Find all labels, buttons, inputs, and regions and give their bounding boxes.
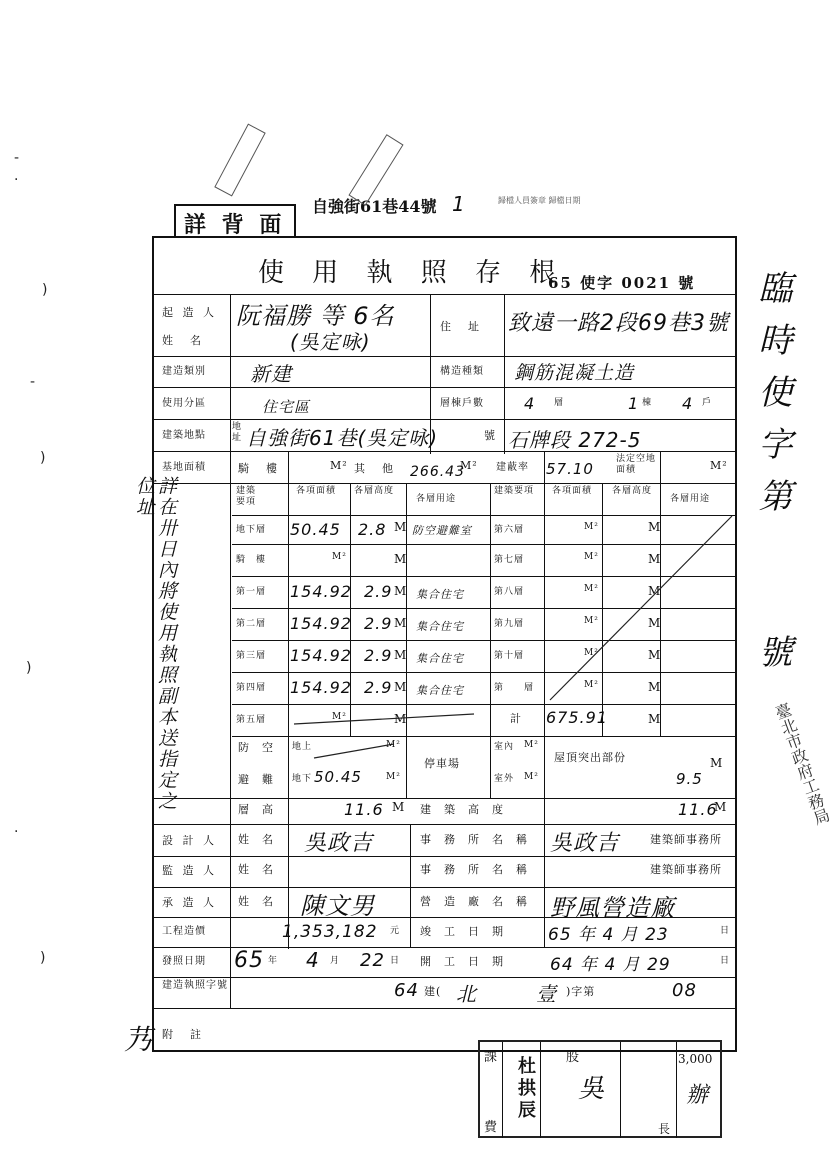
unit-m: M xyxy=(394,680,408,694)
unit-m2: M² xyxy=(524,740,539,750)
unit-m2: M² xyxy=(584,584,599,594)
unit-m: M xyxy=(714,800,728,814)
label-f9: 第九層 xyxy=(494,619,525,629)
unit-m: M xyxy=(394,648,408,662)
label-f1: 第一層 xyxy=(236,587,267,597)
col-floor-height-2: 各層高度 xyxy=(612,486,653,496)
margin-mark: ) xyxy=(42,282,48,298)
label-indoor: 室內 xyxy=(494,742,515,752)
approval-stamp-grid xyxy=(478,1040,722,1138)
detail-back-tag-text: 詳 背 面 xyxy=(184,212,286,238)
unit-m: M xyxy=(648,648,662,662)
label-lot-no: 號 xyxy=(484,429,496,442)
value-f4-area: 154.92 xyxy=(290,678,352,697)
unit-m: M xyxy=(394,584,408,598)
value-permit-a: 北 xyxy=(456,982,477,1006)
label-bldg-h: 建 築 高 度 xyxy=(420,803,504,816)
stamp-section: 長 xyxy=(658,1122,671,1136)
label-supervisor: 監 造 人 xyxy=(162,864,217,877)
rule xyxy=(620,1042,621,1138)
value-basement-area: 50.45 xyxy=(290,520,341,539)
value-finish: 65 年 4 月 23 xyxy=(548,925,669,945)
unit-m2: M² xyxy=(524,772,539,782)
label-base-area: 基地面積 xyxy=(162,462,206,473)
label-supervisor-office: 事 務 所 名 稱 xyxy=(420,863,528,876)
unit-m2: M² xyxy=(584,522,599,532)
unit-m: M xyxy=(648,616,662,630)
value-permit-year: 64 xyxy=(394,980,419,1001)
label-cost: 工程造價 xyxy=(162,926,206,937)
label-f10: 第十層 xyxy=(494,651,525,661)
label-use-zone: 使用分區 xyxy=(162,398,206,409)
label-build-category: 建造類別 xyxy=(162,366,206,377)
label-site-location: 建築地點 xyxy=(162,430,206,441)
label-coverage: 建蔽率 xyxy=(496,462,529,473)
form-title: 使 用 執 照 存 根 xyxy=(258,258,566,288)
label-arcade-row: 騎 樓 xyxy=(236,555,267,565)
label-f4: 第四層 xyxy=(236,683,267,693)
value-contractor-factory: 野風營造廠 xyxy=(550,894,675,922)
registration-number: 自強街61巷44號 xyxy=(312,197,437,216)
label-above: 地上 xyxy=(292,742,313,752)
label-households: 層棟戶數 xyxy=(440,398,484,409)
value-f2-h: 2.9 xyxy=(364,614,393,633)
label-arch-office-2: 建築師事務所 xyxy=(650,863,722,876)
col-floor-use-2: 各層用途 xyxy=(670,494,711,504)
value-basement-use: 防空避難室 xyxy=(412,524,472,537)
label-contractor-factory: 營 造 廠 名 稱 xyxy=(420,895,528,908)
label-evac: 避 難 xyxy=(238,773,274,786)
unit-floor: 層 xyxy=(554,398,565,408)
label-applicant-name: 姓 名 xyxy=(162,334,204,347)
label-f6: 第六層 xyxy=(494,525,525,535)
col-item-area-2: 各項面積 xyxy=(552,486,593,496)
label-start: 開 工 日 期 xyxy=(420,955,504,968)
right-margin-note: 臨時使字第 號 xyxy=(752,270,792,686)
value-structure: 鋼筋混凝土造 xyxy=(514,362,635,384)
label-designer: 設 計 人 xyxy=(162,834,217,847)
unit-house: 戶 xyxy=(702,398,713,408)
unit-m2: M² xyxy=(386,772,401,782)
unit-m: M xyxy=(394,616,408,630)
label-designer-name: 姓 名 xyxy=(238,833,274,846)
label-site-sub: 地址 xyxy=(232,422,243,443)
value-f1-use: 集合住宅 xyxy=(416,588,464,601)
rule xyxy=(676,1042,677,1138)
archive-note: 歸檔人員簽章 歸檔日期 xyxy=(498,196,581,205)
col-build-items: 建築要項 xyxy=(236,486,257,507)
label-outdoor: 室外 xyxy=(494,774,515,784)
unit-year: 年 xyxy=(268,956,279,966)
value-issue-year: 65 xyxy=(234,948,264,973)
stamp-chief: 股 xyxy=(566,1050,580,1065)
unit-m2: M² xyxy=(584,648,599,658)
label-other: 其 他 xyxy=(354,462,396,475)
value-f1-h: 2.9 xyxy=(364,582,393,601)
label-f3: 第三層 xyxy=(236,651,267,661)
label-f5: 第五層 xyxy=(236,715,267,725)
unit-m: M xyxy=(392,800,406,814)
unit-m: M xyxy=(648,712,662,726)
value-address: 致遠一路2段69巷3號 xyxy=(508,311,729,336)
stamp-dept: 課 xyxy=(484,1050,498,1065)
margin-signature: 艿 xyxy=(124,1023,154,1056)
unit-m2: M² xyxy=(584,616,599,626)
label-contractor: 承 造 人 xyxy=(162,896,217,909)
diagonal-stamp-1 xyxy=(214,124,265,197)
col-build-items-2: 建築要項 xyxy=(494,486,535,496)
label-contractor-name: 姓 名 xyxy=(238,895,274,908)
license-number: 65 使字 0021 號 xyxy=(548,274,696,292)
value-households-house: 4 xyxy=(682,394,694,413)
value-bldg-h: 11.6 xyxy=(678,800,718,819)
value-lot: 石牌段 272-5 xyxy=(508,428,642,452)
margin-mark: ) xyxy=(40,950,46,966)
label-f2: 第二層 xyxy=(236,619,267,629)
unit-m2: M² xyxy=(460,459,478,472)
label-permit-no: 建造執照字號 xyxy=(162,980,228,991)
value-f4-use: 集合住宅 xyxy=(416,684,464,697)
label-basement: 地下層 xyxy=(236,525,267,535)
unit-m2: M² xyxy=(584,680,599,690)
value-basement-h: 2.8 xyxy=(358,520,387,539)
value-issue-day: 22 xyxy=(360,950,385,971)
unit-m: M xyxy=(394,520,408,534)
license-stub-form xyxy=(152,236,737,1052)
unit-day: 日 xyxy=(390,956,401,966)
margin-mark: - xyxy=(30,374,36,390)
value-f1-area: 154.92 xyxy=(290,582,352,601)
unit-m2: M² xyxy=(332,712,347,722)
stamp-fee-label: 費 xyxy=(484,1120,498,1135)
value-households-bldg: 1 xyxy=(628,394,640,413)
value-f3-use: 集合住宅 xyxy=(416,652,464,665)
value-storey-h: 11.6 xyxy=(344,800,384,819)
unit-m: M xyxy=(648,680,662,694)
label-designer-office: 事 務 所 名 稱 xyxy=(420,833,528,846)
col-floor-use: 各層用途 xyxy=(416,494,457,504)
unit-yuan: 元 xyxy=(390,926,401,936)
value-coverage: 57.10 xyxy=(546,460,594,478)
detail-back-tag xyxy=(174,204,296,238)
col-item-area: 各項面積 xyxy=(296,486,337,496)
stamp-signer: 吳 xyxy=(578,1074,606,1104)
unit-m: M xyxy=(710,756,724,770)
value-contractor-name: 陳文男 xyxy=(300,892,375,920)
label-supervisor-name: 姓 名 xyxy=(238,863,274,876)
value-build-category: 新建 xyxy=(250,362,292,386)
unit-m: M xyxy=(394,552,408,566)
value-cost: 1,353,182 xyxy=(282,922,378,942)
value-other-area: 266.43 xyxy=(410,464,465,480)
rule xyxy=(540,1042,541,1138)
label-f7: 第七層 xyxy=(494,555,525,565)
label-arcade: 騎 樓 xyxy=(238,462,280,475)
value-start: 64 年 4 月 29 xyxy=(550,955,671,975)
value-issue-month: 4 xyxy=(306,948,320,972)
label-permit-mid: 建( xyxy=(424,985,442,998)
value-site: 自強街61巷(吳定咏) xyxy=(246,426,439,450)
label-finish: 竣 工 日 期 xyxy=(420,925,504,938)
label-address: 住 址 xyxy=(440,320,482,333)
value-f2-use: 集合住宅 xyxy=(416,620,464,633)
label-fn: 第 層 xyxy=(494,683,535,693)
rule xyxy=(502,1042,503,1138)
registration-mark: 1 xyxy=(452,192,466,216)
value-use-zone: 住宅區 xyxy=(262,398,311,416)
unit-day: 日 xyxy=(720,956,731,966)
unit-day: 日 xyxy=(720,926,731,936)
value-f3-area: 154.92 xyxy=(290,646,352,665)
unit-m: M xyxy=(394,712,408,726)
label-f8: 第八層 xyxy=(494,587,525,597)
col-floor-height: 各層高度 xyxy=(354,486,395,496)
unit-m2: M² xyxy=(584,552,599,562)
label-air-raid: 防 空 xyxy=(238,741,274,754)
margin-mark: . xyxy=(14,820,19,836)
value-f2-area: 154.92 xyxy=(290,614,352,633)
label-below: 地下 xyxy=(292,774,313,784)
unit-m2: M² xyxy=(710,459,728,472)
label-applicant: 起 造 人 xyxy=(162,306,217,319)
label-issue-date: 發照日期 xyxy=(162,956,206,967)
unit-m: M xyxy=(648,552,662,566)
unit-m2: M² xyxy=(330,459,348,472)
label-legal-open: 法定空地面積 xyxy=(616,454,657,475)
label-total: 計 xyxy=(510,712,522,725)
margin-mark: . xyxy=(14,168,19,184)
value-f4-h: 2.9 xyxy=(364,678,393,697)
stamp-corner: 辦 xyxy=(686,1083,710,1108)
diagonal-office-stamp: 臺北市政府工務局 xyxy=(770,700,832,828)
value-evac-below: 50.45 xyxy=(314,768,362,786)
value-total-area: 675.91 xyxy=(546,708,608,727)
unit-m2: M² xyxy=(386,740,401,750)
label-arch-office: 建築師事務所 xyxy=(650,833,722,846)
value-f3-h: 2.9 xyxy=(364,646,393,665)
value-applicant-sub: (吳定咏) xyxy=(290,330,371,354)
value-roof-h: 9.5 xyxy=(676,770,703,788)
value-households-floor: 4 xyxy=(524,394,536,413)
unit-bldg: 棟 xyxy=(642,398,653,408)
unit-m2: M² xyxy=(332,552,347,562)
label-storey-h: 層 高 xyxy=(238,803,274,816)
value-applicant-name: 阮福勝 等 6名 xyxy=(236,302,395,330)
unit-month: 月 xyxy=(330,956,341,966)
label-parking: 停車場 xyxy=(424,757,460,770)
stamp-fee: 3,000 xyxy=(678,1052,713,1066)
unit-m: M xyxy=(648,520,662,534)
value-designer-office: 吳政吉 xyxy=(550,831,620,856)
margin-mark: ) xyxy=(26,660,32,676)
stamp-chief-name: 杜拱辰 xyxy=(515,1056,536,1122)
left-margin-note: 詳在卅日內將使用執照副本送指定之位址 xyxy=(133,476,177,812)
label-note: 附 註 xyxy=(162,1028,204,1041)
label-structure: 構造種類 xyxy=(440,366,484,377)
value-permit-num: 08 xyxy=(672,980,697,1001)
label-permit-suffix: )字第 xyxy=(566,985,596,998)
label-roof: 屋頂突出部份 xyxy=(554,751,626,764)
value-permit-b: 壹 xyxy=(536,982,557,1006)
unit-m: M xyxy=(648,584,662,598)
value-designer-name: 吳政吉 xyxy=(304,831,374,856)
margin-mark: - xyxy=(14,150,20,166)
margin-mark: ) xyxy=(40,450,46,466)
